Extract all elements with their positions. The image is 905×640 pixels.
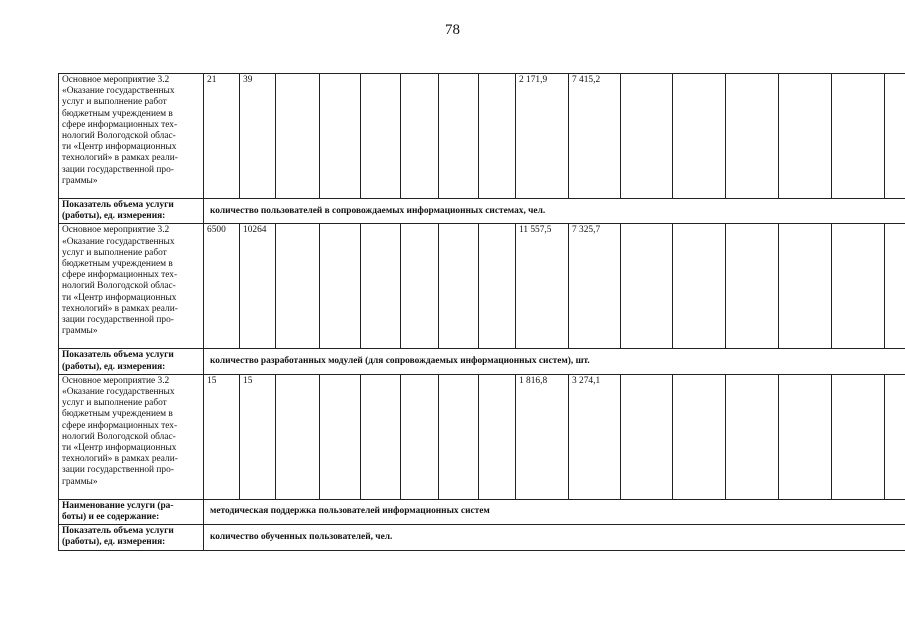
- indicator-value: количество разработанных модулей (для сопровождаемых информационных систем), шт.: [204, 349, 905, 374]
- table-cell: [439, 374, 479, 499]
- page-number: 78: [445, 22, 460, 38]
- table-cell: [320, 374, 361, 499]
- table-cell: [832, 374, 885, 499]
- event-description: Основное мероприятие 3.2 «Оказание государственных услуг и выполнение работ бюджетным учреждением в сфере информационных тех- нологий Вологодской облас- ти «Центр информационных технологий» в рамках реали- зации государственной про- граммы»: [59, 374, 204, 499]
- table-cell: [276, 224, 320, 349]
- table-cell: [621, 374, 673, 499]
- table-cell: [361, 374, 401, 499]
- table-cell: [779, 374, 832, 499]
- table-cell: [361, 74, 401, 199]
- table-cell: [726, 374, 779, 499]
- table-cell: [832, 224, 885, 349]
- table-cell: [832, 74, 885, 199]
- table-cell: [779, 224, 832, 349]
- table-cell: [320, 224, 361, 349]
- table-cell: [621, 74, 673, 199]
- table-cell: [320, 74, 361, 199]
- table-cell: [621, 224, 673, 349]
- table-cell: 7 415,2: [569, 74, 621, 199]
- indicator-row: [59, 525, 905, 550]
- table-cell: [439, 224, 479, 349]
- event-description: Основное мероприятие 3.2 «Оказание государственных услуг и выполнение работ бюджетным учреждением в сфере информационных тех- нологий Вологодской облас- ти «Центр информационных технологий» в рамках реали- зации государственной про- граммы»: [59, 224, 204, 349]
- table-cell: [779, 74, 832, 199]
- table-cell: [726, 224, 779, 349]
- table-cell: [401, 224, 439, 349]
- table-cell: 39: [240, 74, 276, 199]
- service-name-label: Наименование услуги (ра- боты) и ее содержание:: [59, 499, 204, 524]
- table-cell: 11 557,5: [516, 224, 569, 349]
- service-name-value: методическая поддержка пользователей информационных систем: [204, 499, 905, 524]
- table-cell: [885, 224, 905, 349]
- table-row: [59, 224, 905, 349]
- table-cell: [673, 74, 726, 199]
- table-cell: [726, 74, 779, 199]
- table-cell: [673, 224, 726, 349]
- table-cell: 1 816,8: [516, 374, 569, 499]
- table-cell: [479, 224, 516, 349]
- indicator-label: Показатель объема услуги (работы), ед. измерения:: [59, 349, 204, 374]
- table-cell: [361, 224, 401, 349]
- report-table: [58, 73, 905, 551]
- table-cell: [276, 374, 320, 499]
- service-name-row: [59, 499, 905, 524]
- indicator-value: количество пользователей в сопровождаемых информационных системах, чел.: [204, 199, 905, 224]
- table-row: [59, 374, 905, 499]
- table-cell: 3 274,1: [569, 374, 621, 499]
- indicator-value: количество обученных пользователей, чел.: [204, 525, 905, 550]
- table-cell: 15: [204, 374, 240, 499]
- indicator-row: [59, 349, 905, 374]
- table-cell: [885, 374, 905, 499]
- indicator-label: Показатель объема услуги (работы), ед. измерения:: [59, 525, 204, 550]
- indicator-label: Показатель объема услуги (работы), ед. измерения:: [59, 199, 204, 224]
- table-cell: 15: [240, 374, 276, 499]
- table-cell: 21: [204, 74, 240, 199]
- table-cell: 6500: [204, 224, 240, 349]
- table-cell: [479, 374, 516, 499]
- table-cell: [479, 74, 516, 199]
- table-cell: [276, 74, 320, 199]
- table-cell: [673, 374, 726, 499]
- table-cell: 7 325,7: [569, 224, 621, 349]
- table-cell: [401, 374, 439, 499]
- table-row: [59, 74, 905, 199]
- table-cell: [439, 74, 479, 199]
- table-cell: 2 171,9: [516, 74, 569, 199]
- table-cell: [885, 74, 905, 199]
- table-cell: 10264: [240, 224, 276, 349]
- event-description: Основное мероприятие 3.2 «Оказание государственных услуг и выполнение работ бюджетным учреждением в сфере информационных тех- нологий Вологодской облас- ти «Центр информационных технологий» в рамках реали- зации государственной про- граммы»: [59, 74, 204, 199]
- table-cell: [401, 74, 439, 199]
- indicator-row: [59, 199, 905, 224]
